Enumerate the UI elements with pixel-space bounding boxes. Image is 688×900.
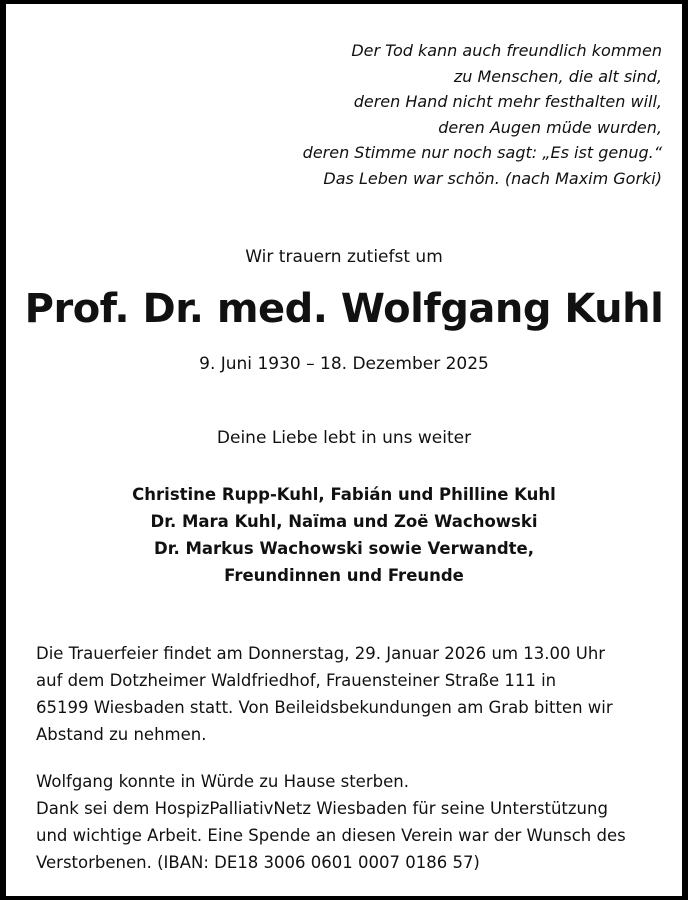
deceased-name: Prof. Dr. med. Wolfgang Kuhl: [24, 286, 664, 332]
donation-note: [36, 768, 672, 876]
poem-line: Der Tod kann auch freundlich kommen: [351, 41, 662, 60]
life-dates: 9. Juni 1930 – 18. Dezember 2025: [199, 354, 489, 374]
poem-line: deren Hand nicht mehr festhalten will,: [353, 92, 662, 111]
service-line: 65199 Wiesbaden statt. Von Beileidsbekundungen am Grab bitten wir: [36, 698, 613, 717]
mourners-line: Freundinnen und Freunde: [224, 566, 464, 585]
mourners-line: Christine Rupp-Kuhl, Fabián und Philline Kuhl: [132, 485, 556, 504]
poem-quote: [303, 38, 662, 191]
mourners-line: Dr. Markus Wachowski sowie Verwandte,: [154, 539, 534, 558]
mourners-list: [6, 481, 682, 589]
mourners-line: Dr. Mara Kuhl, Naïma und Zoë Wachowski: [150, 512, 538, 531]
service-line: Die Trauerfeier findet am Donnerstag, 29. Januar 2026 um 13.00 Uhr: [36, 644, 606, 663]
poem-line: zu Menschen, die alt sind,: [453, 66, 662, 86]
service-line: auf dem Dotzheimer Waldfriedhof, Frauensteiner Straße 111 in: [36, 671, 557, 690]
note-line: Wolfgang konnte in Würde zu Hause sterben.: [36, 772, 409, 791]
service-line: Abstand zu nehmen.: [36, 725, 207, 744]
poem-line: deren Augen müde wurden,: [438, 117, 662, 137]
funeral-service-info: [36, 640, 672, 748]
note-line: Dank sei dem HospizPalliativNetz Wiesbaden für seine Unterstützung: [36, 799, 608, 818]
poem-line: deren Stimme nur noch sagt: „Es ist genug.“: [302, 143, 662, 162]
note-line: und wichtige Arbeit. Eine Spende an diesen Verein war der Wunsch des: [36, 826, 626, 845]
poem-line: Das Leben war schön. (nach Maxim Gorki): [323, 168, 662, 188]
motto: Deine Liebe lebt in uns weiter: [216, 428, 472, 448]
mourning-intro: Wir trauern zutiefst um: [245, 247, 443, 267]
note-line: Verstorbenen. (IBAN: DE18 3006 0601 0007 0186 57): [36, 853, 480, 872]
